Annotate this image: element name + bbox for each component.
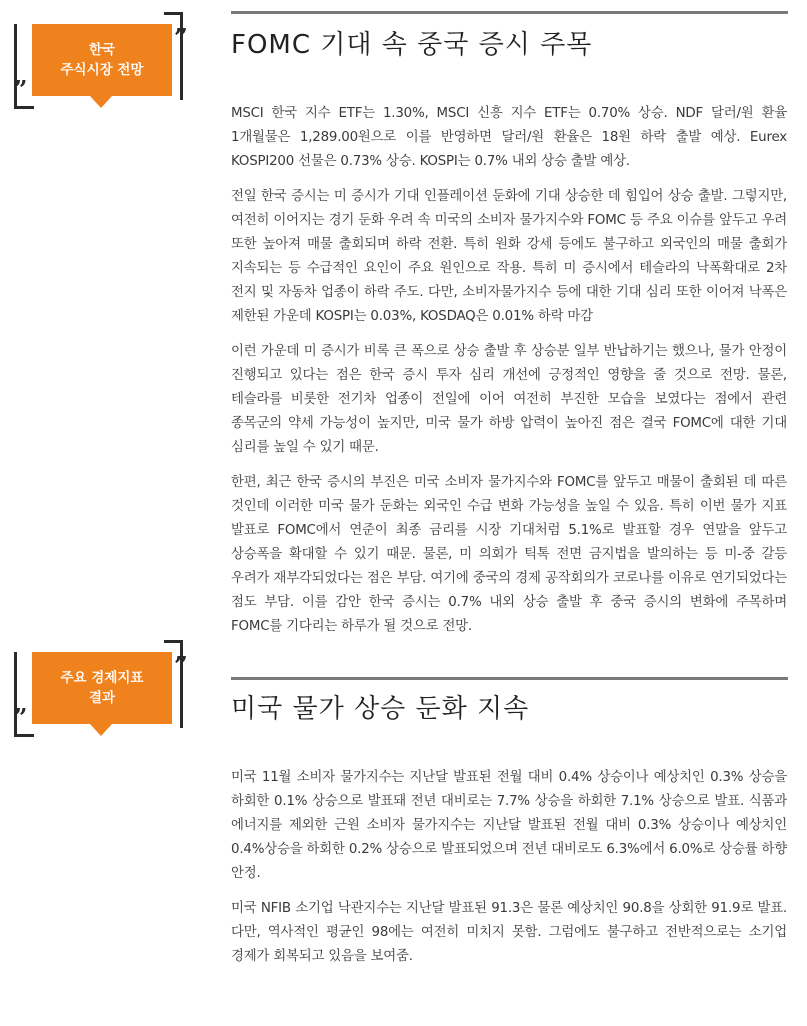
title-rule <box>231 677 788 680</box>
section-body-1 <box>231 102 787 650</box>
paragraph: 미국 NFIB 소기업 낙관지수는 지난달 발표된 91.3은 물론 예상치인 90.8을 상회한 91.9로 발표. 다만, 역사적인 평균인 98에는 여전히 미치지 못함. 그럼에도 불구하고 전반적으로는 소기업 경제가 회복되고 있음을 보여줌. <box>231 901 787 964</box>
section-badge-2 <box>14 640 188 740</box>
title-rule <box>231 11 788 14</box>
section-body-2 <box>231 766 787 980</box>
badge-bracket-bottom <box>14 734 34 737</box>
badge-bracket-bottom <box>14 106 34 109</box>
section-badge-1 <box>14 12 188 112</box>
close-quote-icon: ” <box>174 651 188 680</box>
badge-box <box>32 652 172 724</box>
paragraph: 전일 한국 증시는 미 증시가 기대 인플레이션 둔화에 기대 상승한 데 힘입어 상승 출발. 그렇지만, 여전히 이어지는 경기 둔화 우려 속 미국의 소비자 물가지수와 FOMC 등 주요 이슈를 앞두고 우려 또한 높아져 매물 출회되며 하락 전환. 특히 원화 강세 등에도 불구하고 외국인의 매물 출회가 지속되는 등 수급적인 요인이 주요 원인으로 작용. 특히 미 증시에서 테슬라의 낙폭확대로 2차 전지 및 자동차 업종이 하락 주도. 다만, 소비자물가지수 등에 대한 기대 심리 또한 이어져 낙폭은 제한된 가운데 KOSPI는 0.03%, KOSDAQ은 0.01% 하락 마감 <box>231 189 787 324</box>
badge-line-2: 주식시장 전망 <box>60 62 144 78</box>
close-quote-icon: ” <box>174 23 188 52</box>
section-title: 미국 물가 상승 둔화 지속 <box>231 694 530 724</box>
open-quote-icon: „ <box>14 61 28 90</box>
paragraph: 한편, 최근 한국 증시의 부진은 미국 소비자 물가지수와 FOMC를 앞두고 매물이 출회된 데 따른 것인데 이러한 미국 물가 둔화는 외국인 수급 변화 가능성을 높일 수 있음. 특히 이번 물가 지표 발표로 FOMC에서 연준이 최종 금리를 시장 기대처럼 5.1%로 발표할 경우 연말을 앞두고 상승폭을 확대할 수 있기 때문. 물론, 미 의회가 틱톡 전면 금지법을 발의하는 등 미-중 갈등 우려가 재부각되었다는 점은 부담. 여기에 중국의 경제 공작회의가 코로나를 이유로 연기되었다는 점도 부담. 이를 감안 한국 증시는 0.7% 내외 상승 출발 후 중국 증시의 변화에 주목하며 FOMC를 기다리는 하루가 될 것으로 전망. <box>231 475 787 634</box>
badge-line-1: 한국 <box>88 42 116 58</box>
open-quote-icon: „ <box>14 689 28 718</box>
paragraph: 미국 11월 소비자 물가지수는 지난달 발표된 전월 대비 0.4% 상승이나 예상치인 0.3% 상승을 하회한 0.1% 상승으로 발표돼 전년 대비로는 7.7% 상승을 하회한 7.1% 상승으로 발표. 식품과 에너지를 제외한 근원 소비자 물가지수는 지난달 발표된 전월 대비 0.3% 상승이나 예상치인 0.4%상승을 하회한 0.2% 상승으로 발표되었으며 전년 대비로도 6.3%에서 6.0%로 상승률 하향 안정. <box>231 770 787 881</box>
paragraph: 이런 가운데 미 증시가 비록 큰 폭으로 상승 출발 후 상승분 일부 반납하기는 했으나, 물가 안정이 진행되고 있다는 점은 한국 증시 투자 심리 개선에 긍정적인 영향을 줄 것으로 전망. 물론, 테슬라를 비롯한 전기차 업종이 전일에 이어 여전히 부진한 모습을 보였다는 점에서 관련 종목군의 약세 가능성이 높지만, 미국 물가 하방 압력이 높아진 점은 결국 FOMC에 대한 기대 심리를 높일 수 있기 때문. <box>231 344 787 455</box>
section-title: FOMC 기대 속 중국 증시 주목 <box>231 30 593 60</box>
badge-pointer <box>90 96 112 108</box>
badge-line-1: 주요 경제지표 <box>60 670 144 686</box>
badge-box <box>32 24 172 96</box>
paragraph: MSCI 한국 지수 ETF는 1.30%, MSCI 신흥 지수 ETF는 0.70% 상승. NDF 달러/원 환율 1개월물은 1,289.00원으로 이를 반영하면 달러/원 환율은 18원 하락 출발 예상. Eurex KOSPI200 선물은 0.73% 상승. KOSPI는 0.7% 내외 상승 출발 예상. <box>231 106 787 169</box>
badge-line-2: 결과 <box>88 690 116 706</box>
badge-pointer <box>90 724 112 736</box>
